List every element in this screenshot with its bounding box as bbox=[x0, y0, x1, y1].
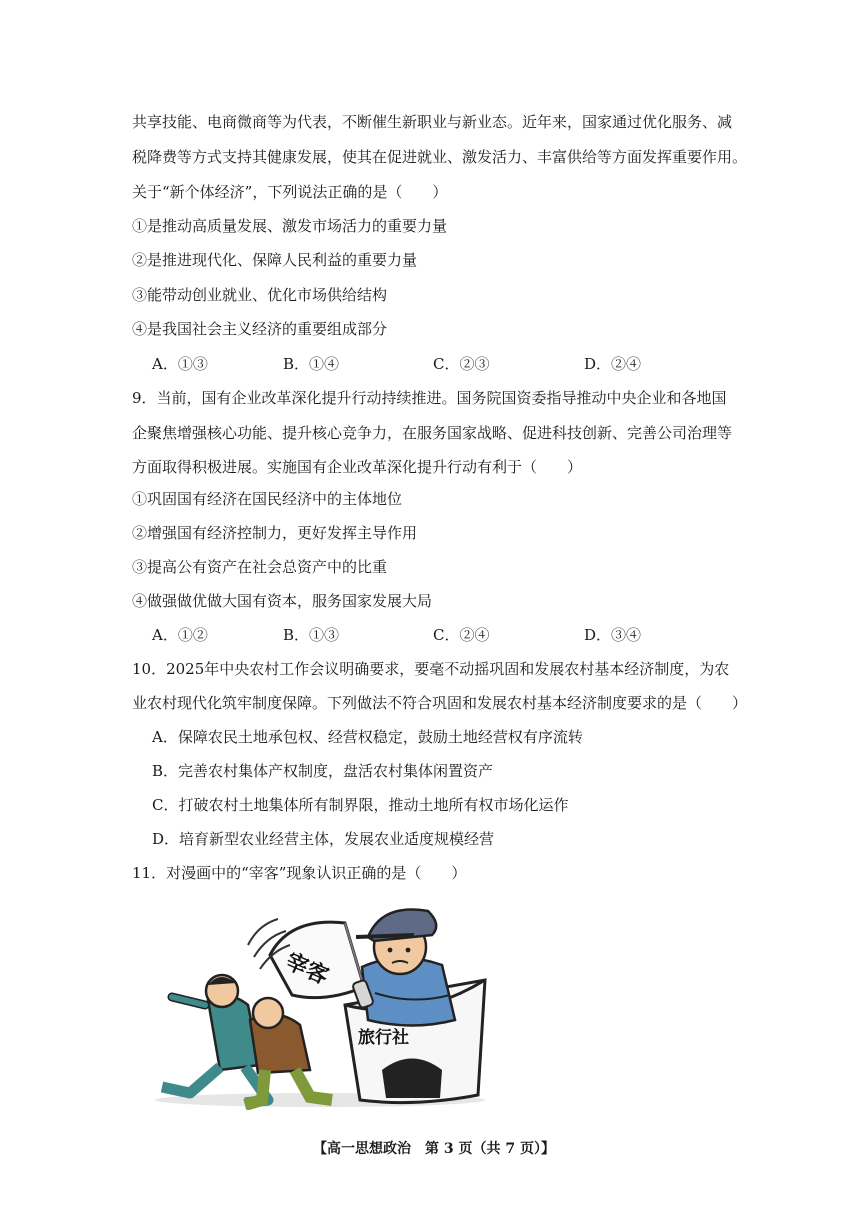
q8-item-2: ②是推进现代化、保障人民利益的重要力量 bbox=[132, 251, 418, 269]
knife-label: 宰客 bbox=[281, 949, 332, 990]
q10-option-a: A．保障农民土地承包权、经营权稳定，鼓励土地经营权有序流转 bbox=[152, 728, 583, 746]
page-footer: 【高一思想政治 第 3 页（共 7 页）】 bbox=[313, 1141, 555, 1157]
q9-stem-line-1: 9．当前，国有企业改革深化提升行动持续推进。国务院国资委指导推动中央企业和各地国 bbox=[132, 389, 727, 407]
q8-stem-line-1: 共享技能、电商微商等为代表，不断催生新职业与新业态。近年来，国家通过优化服务、减 bbox=[132, 113, 733, 131]
q10-stem-line-2: 业农村现代化筑牢制度保障。下列做法不符合巩固和发展农村基本经济制度要求的是（ ） bbox=[132, 694, 748, 712]
q9-item-4: ④做强做优做大国有资本，服务国家发展大局 bbox=[132, 592, 433, 610]
q8-option-a: A．①③ bbox=[152, 355, 208, 373]
bucket-doorway bbox=[382, 1059, 442, 1099]
q10-option-b: B．完善农村集体产权制度，盘活农村集体闲置资产 bbox=[152, 762, 494, 780]
q9-stem-line-3: 方面取得积极进展。实施国有企业改革深化提升行动有利于（ ） bbox=[132, 458, 583, 476]
cartoon-illustration bbox=[150, 895, 510, 1110]
q9-stem-line-2: 企聚焦增强核心功能、提升核心竞争力，在服务国家战略、促进科技创新、完善公司治理等 bbox=[132, 424, 733, 442]
q8-option-d: D．②④ bbox=[584, 355, 642, 373]
q9-option-c: C．②④ bbox=[433, 626, 490, 644]
q8-item-1: ①是推动高质量发展、激发市场活力的重要力量 bbox=[132, 217, 448, 235]
q8-option-b: B．①④ bbox=[283, 355, 340, 373]
bucket-label: 旅行社 bbox=[358, 1028, 409, 1048]
q9-item-1: ①巩固国有经济在国民经济中的主体地位 bbox=[132, 490, 403, 508]
q10-stem-line-1: 10．2025年中央农村工作会议明确要求，要毫不动摇巩固和发展农村基本经济制度，为农 bbox=[132, 660, 730, 678]
q10-option-c: C．打破农村土地集体所有制界限，推动土地所有权市场化运作 bbox=[152, 796, 569, 814]
q9-option-a: A．①② bbox=[152, 626, 208, 644]
q9-option-b: B．①③ bbox=[283, 626, 340, 644]
q8-option-c: C．②③ bbox=[433, 355, 490, 373]
q9-item-2: ②增强国有经济控制力，更好发挥主导作用 bbox=[132, 524, 418, 542]
q9-option-d: D．③④ bbox=[584, 626, 642, 644]
q11-stem: 11．对漫画中的“宰客”现象认识正确的是（ ） bbox=[132, 864, 467, 882]
man-with-cap bbox=[356, 909, 455, 1025]
q10-option-d: D．培育新型农业经营主体，发展农业适度规模经营 bbox=[152, 830, 495, 848]
q8-item-4: ④是我国社会主义经济的重要组成部分 bbox=[132, 320, 388, 338]
q8-stem-line-3: 关于“新个体经济”，下列说法正确的是（ ） bbox=[132, 183, 448, 201]
q8-item-3: ③能带动创业就业、优化市场供给结构 bbox=[132, 286, 388, 304]
q9-item-3: ③提高公有资产在社会总资产中的比重 bbox=[132, 558, 388, 576]
q8-stem-line-2: 税降费等方式支持其健康发展，使其在促进就业、激发活力、丰富供给等方面发挥重要作用。 bbox=[132, 148, 748, 166]
